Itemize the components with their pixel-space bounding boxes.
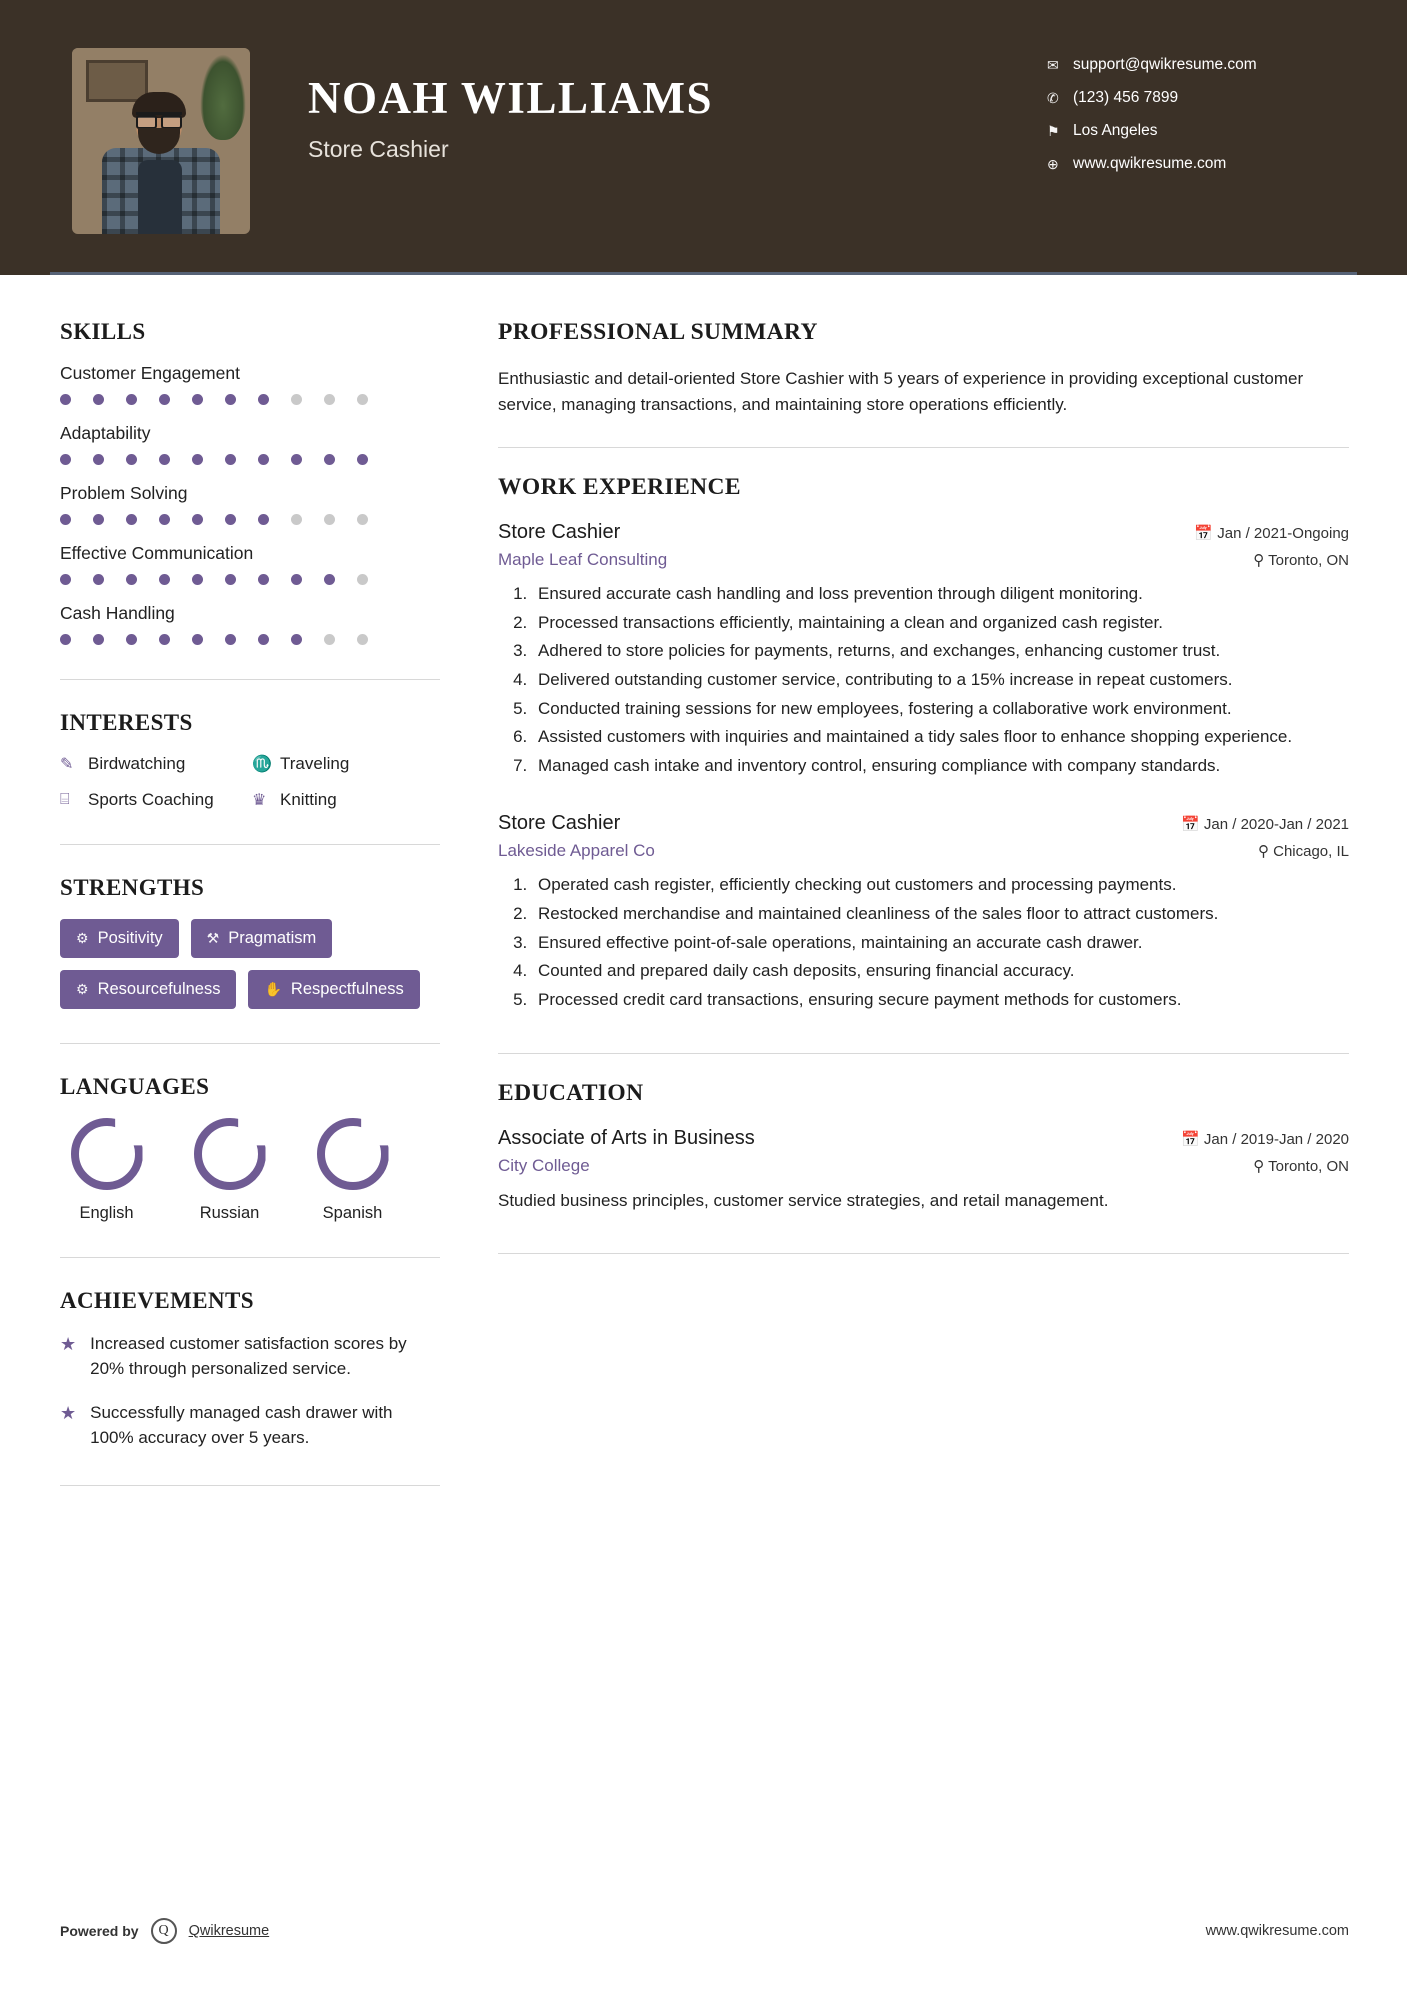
skill-label: Effective Communication xyxy=(60,543,254,563)
sidebar-divider xyxy=(60,1043,440,1044)
bullet: 7. Managed cash intake and inventory control, ensuring compliance with company standards. xyxy=(532,754,1349,779)
globe-icon: ⊕ xyxy=(1047,155,1059,172)
candidate-name: NOAH WILLIAMS xyxy=(308,73,713,123)
sidebar-divider xyxy=(60,679,440,680)
languages-list xyxy=(60,1118,440,1223)
contact-email-value: support@qwikresume.com xyxy=(1073,56,1257,73)
skill-rating xyxy=(60,394,440,405)
strengths-section xyxy=(60,875,440,1009)
strength-chip xyxy=(248,970,419,1009)
skill-item xyxy=(60,363,440,405)
strength-label: Resourcefulness xyxy=(97,980,221,998)
envelope-icon: ✉ xyxy=(1047,56,1059,73)
strengths-list xyxy=(60,919,440,1009)
skill-item xyxy=(60,543,440,585)
education-location: ⚲ Toronto, ON xyxy=(1253,1157,1349,1175)
pen-square-icon: ✎ xyxy=(60,756,74,773)
skill-rating xyxy=(60,574,440,585)
interest-label: Sports Coaching xyxy=(88,790,214,809)
language-level-ring xyxy=(317,1118,389,1190)
header-divider xyxy=(50,272,1357,275)
skill-item xyxy=(60,603,440,645)
name-block xyxy=(308,48,713,163)
experience-date: 📅 Jan / 2020-Jan / 2021 xyxy=(1181,816,1349,834)
interest-label: Traveling xyxy=(280,754,350,773)
experience-item xyxy=(498,521,1349,778)
language-label: Spanish xyxy=(322,1204,383,1222)
skill-label: Customer Engagement xyxy=(60,363,240,383)
language-item xyxy=(60,1118,153,1223)
strength-label: Respectfulness xyxy=(290,980,404,998)
strength-chip xyxy=(60,970,236,1009)
phone-icon: ✆ xyxy=(1047,89,1059,106)
location-pin-icon: ⚑ xyxy=(1047,122,1060,139)
interests-title: INTERESTS xyxy=(60,710,193,735)
education-degree: Associate of Arts in Business xyxy=(498,1126,755,1149)
languages-title: LANGUAGES xyxy=(60,1074,210,1099)
experience-subheader xyxy=(498,550,1349,570)
profile-photo xyxy=(72,48,250,234)
bullet: 2. Processed transactions efficiently, maintaining a clean and organized cash register. xyxy=(532,611,1349,636)
summary-title: PROFESSIONAL SUMMARY xyxy=(498,319,818,345)
contact-location xyxy=(1047,122,1347,140)
education-item xyxy=(498,1127,1349,1214)
experience-location: ⚲ Chicago, IL xyxy=(1257,843,1349,861)
language-label: Russian xyxy=(199,1204,260,1222)
trophy-icon: ♛ xyxy=(252,792,267,809)
experience-company: Maple Leaf Consulting xyxy=(498,550,668,569)
experience-date: 📅 Jan / 2021-Ongoing xyxy=(1194,525,1349,542)
language-level-ring xyxy=(71,1118,143,1190)
skill-rating xyxy=(60,454,440,465)
summary-section xyxy=(498,319,1349,417)
education-title: EDUCATION xyxy=(498,1079,644,1106)
experience-subheader xyxy=(498,841,1349,861)
bullet: 5. Processed credit card transactions, ensuring secure payment methods for customers. xyxy=(532,988,1349,1013)
experience-company: Lakeside Apparel Co xyxy=(498,841,655,861)
skill-rating xyxy=(60,634,440,645)
bullet: 6. Assisted customers with inquiries and maintained a tidy sales floor to enhance shopping experience. xyxy=(532,725,1349,750)
main-content xyxy=(498,275,1407,1516)
interests-section xyxy=(60,710,440,810)
skill-item xyxy=(60,423,440,465)
page-footer xyxy=(0,1872,1407,1990)
candidate-job-title: Store Cashier xyxy=(308,135,449,162)
experience-bullets xyxy=(532,582,1349,778)
languages-section xyxy=(60,1074,440,1223)
powered-by-label: Powered by xyxy=(60,1923,139,1939)
experience-title: WORK EXPERIENCE xyxy=(498,474,741,500)
experience-item xyxy=(498,812,1349,1012)
education-description: Studied business principles, customer service strategies, and retail management. xyxy=(498,1190,1109,1210)
qwikresume-logo-icon: Q xyxy=(151,1918,177,1944)
interest-item xyxy=(60,754,248,774)
strength-label: Pragmatism xyxy=(228,929,317,947)
language-label: English xyxy=(79,1204,134,1222)
skill-item xyxy=(60,483,440,525)
interest-label: Birdwatching xyxy=(88,754,186,773)
bullet: 3. Ensured effective point-of-sale operations, maintaining an accurate cash drawer. xyxy=(532,931,1349,956)
gear-icon: ⚙ xyxy=(76,930,89,946)
bullet: 1. Ensured accurate cash handling and loss prevention through diligent monitoring. xyxy=(532,582,1349,607)
interest-item xyxy=(60,790,248,810)
footer-website: www.qwikresume.com xyxy=(1205,1923,1349,1939)
photo-person-inner-shirt xyxy=(138,160,182,234)
cogs-icon: ⚙ xyxy=(76,981,89,997)
bullet: 4. Counted and prepared daily cash deposits, ensuring financial accuracy. xyxy=(532,959,1349,984)
contact-phone xyxy=(1047,89,1347,107)
bullet: 5. Conducted training sessions for new employees, fostering a collaborative work environment. xyxy=(532,697,1349,722)
experience-header xyxy=(498,812,1349,835)
skill-label: Problem Solving xyxy=(60,483,188,503)
achievement-text: Increased customer satisfaction scores by 20% through personalized service. xyxy=(90,1334,407,1378)
strength-label: Positivity xyxy=(97,929,163,947)
language-level-ring xyxy=(194,1118,266,1190)
skills-title: SKILLS xyxy=(60,319,146,344)
star-badge-icon: ★ xyxy=(60,1334,77,1354)
language-item xyxy=(183,1118,276,1223)
handshake-icon: ✋ xyxy=(264,981,282,997)
bullet: 4. Delivered outstanding customer service, contributing to a 15% increase in repeat customers. xyxy=(532,668,1349,693)
skills-section xyxy=(60,319,440,645)
contact-website-value: www.qwikresume.com xyxy=(1073,155,1227,172)
education-header xyxy=(498,1127,1349,1150)
binoculars-icon: ♏ xyxy=(252,756,272,773)
sidebar-divider xyxy=(60,1485,440,1486)
photo-person-glasses xyxy=(136,112,182,122)
header-identity xyxy=(72,48,713,234)
sidebar-divider xyxy=(60,844,440,845)
star-badge-icon: ★ xyxy=(60,1403,77,1424)
experience-section xyxy=(498,474,1349,1013)
experience-bullets xyxy=(532,873,1349,1012)
bullet: 1. Operated cash register, efficiently checking out customers and processing payments. xyxy=(532,873,1349,898)
strength-chip xyxy=(60,919,179,958)
education-subheader xyxy=(498,1156,1349,1176)
contact-list xyxy=(1047,48,1347,188)
clipboard-icon: ⌸ xyxy=(60,791,70,808)
skill-label: Adaptability xyxy=(60,423,151,443)
strengths-title: STRENGTHS xyxy=(60,875,205,900)
achievement-text: Successfully managed cash drawer with 100% accuracy over 5 years. xyxy=(90,1403,393,1447)
skill-label: Cash Handling xyxy=(60,603,175,623)
interest-item xyxy=(252,754,440,774)
contact-email xyxy=(1047,56,1347,74)
resume-body xyxy=(0,275,1407,1516)
footer-brand-block xyxy=(60,1918,269,1944)
strength-chip xyxy=(191,919,333,958)
contact-phone-value: (123) 456 7899 xyxy=(1073,89,1179,106)
contact-website xyxy=(1047,155,1347,173)
photo-wall-frame xyxy=(86,60,148,102)
achievement-item xyxy=(60,1332,440,1381)
brand-link[interactable]: Qwikresume xyxy=(188,1923,270,1939)
interest-item xyxy=(252,790,440,810)
experience-location: ⚲ Toronto, ON xyxy=(1253,552,1349,569)
bullet: 2. Restocked merchandise and maintained cleanliness of the sales floor to attract customers. xyxy=(532,902,1349,927)
interest-label: Knitting xyxy=(280,790,337,809)
education-date: 📅 Jan / 2019-Jan / 2020 xyxy=(1181,1130,1349,1148)
experience-role: Store Cashier xyxy=(498,521,621,543)
summary-text: Enthusiastic and detail-oriented Store Cashier with 5 years of experience in providing exceptional customer service, managing transactions, and maintaining store operations efficiently. xyxy=(498,369,1304,414)
achievements-section xyxy=(60,1288,440,1451)
achievements-title: ACHIEVEMENTS xyxy=(60,1288,254,1313)
education-school: City College xyxy=(498,1155,590,1175)
experience-header xyxy=(498,521,1349,544)
sidebar xyxy=(0,275,498,1516)
bullet: 3. Adhered to store policies for payments, returns, and exchanges, enhancing customer trust. xyxy=(532,639,1349,664)
sidebar-divider xyxy=(60,1257,440,1258)
skill-rating xyxy=(60,514,440,525)
achievement-item xyxy=(60,1401,440,1450)
contact-location-value: Los Angeles xyxy=(1073,122,1158,139)
experience-role: Store Cashier xyxy=(498,812,621,835)
resume-header xyxy=(0,0,1407,275)
education-section xyxy=(498,1080,1349,1214)
main-divider xyxy=(498,1253,1349,1254)
language-item xyxy=(306,1118,399,1223)
hammer-icon: ⚒ xyxy=(206,930,220,946)
interests-grid xyxy=(60,754,440,810)
main-divider xyxy=(498,1053,1349,1054)
main-divider xyxy=(498,447,1349,448)
